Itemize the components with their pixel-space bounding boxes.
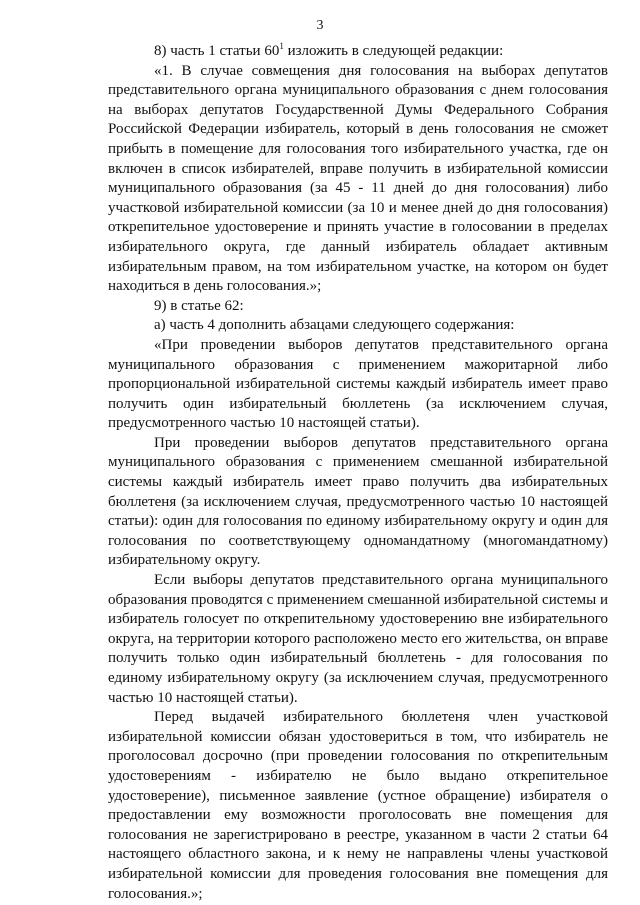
paragraph-amendment-8	[108, 42, 608, 62]
paragraph-part-1-text: «1. В случае совмещения дня голосования на выборах депутатов представительного органа муниципального образования с днем голосования на выборах депутатов Государственной Думы Федерального Собрания Российской Федерации избиратель, который в день голосования не сможет прибыть в помещение для голосования того избирательного участка, где он включен в список избирателей, вправе получить в избирательной комиссии муниципального образования (за 45 - 11 дней до дня голосования) либо участковой избирательной комиссии (за 10 и менее дней до дня голосования) открепительное удостоверение и принять участие в голосовании в пределах избирательного округа, где данный избиратель обладает активным избирательным правом, на том избирательном участке, на котором он будет находиться в день голосования.»;	[108, 62, 608, 295]
amendment-8-text: 8) часть 1 статьи 60	[154, 43, 280, 59]
document-body	[108, 42, 608, 904]
page-number: 3	[316, 18, 324, 33]
paragraph-inserted-1: «При проведении выборов депутатов представительного органа муниципального образования с применением мажоритарной либо пропорциональной избирательной системы каждый избиратель имеет право получить один избирательный бюллетень (за исключением случая, предусмотренного частью 10 настоящей статьи).	[108, 336, 608, 432]
paragraph-inserted-2: При проведении выборов депутатов представительного органа муниципального образования с применением смешанной избирательной системы каждый избиратель имеет право получить два избирательных бюллетеня (за исключением случая, предусмотренного частью 10 настоящей статьи): один для голосования по единому избирательному округу и один для голосования по соответствующему одномандатному (многомандатному) избирательному округу.	[108, 434, 608, 569]
amendment-8-text-end: изложить в следующей редакции:	[283, 43, 504, 59]
paragraph-inserted-4: Перед выдачей избирательного бюллетеня член участковой избирательной комиссии обязан удостовериться в том, что избиратель не проголосовал досрочно (при проведении голосования по открепительным удостоверениям - избирателю не было выдано открепительное удостоверение), письменное заявление (устное обращение) избирателя о предоставлении ему возможности проголосовать вне помещения для голосования не зарегистрировано в реестре, указанном в части 2 статьи 64 настоящего областного закона, и к нему не направлены члены участковой избирательной комиссии для проведения голосования вне помещения для голосования.»;	[108, 709, 608, 902]
paragraph-amendment-9: 9) в статье 62:	[154, 297, 244, 314]
paragraph-inserted-3: Если выборы депутатов представительного органа муниципального образования проводятся с применением смешанной избирательной системы и избиратель голосует по открепительному удостоверению вне избирательного округа, на территории которого расположено место его жительства, он вправе получить только один избирательный бюллетень - для голосования по единому избирательному округу (за исключением случая, предусмотренного частью 10 настоящей статьи).	[108, 572, 608, 706]
paragraph-subitem-a: а) часть 4 дополнить абзацами следующего содержания:	[154, 317, 515, 334]
article-superscript: 1	[279, 41, 284, 51]
